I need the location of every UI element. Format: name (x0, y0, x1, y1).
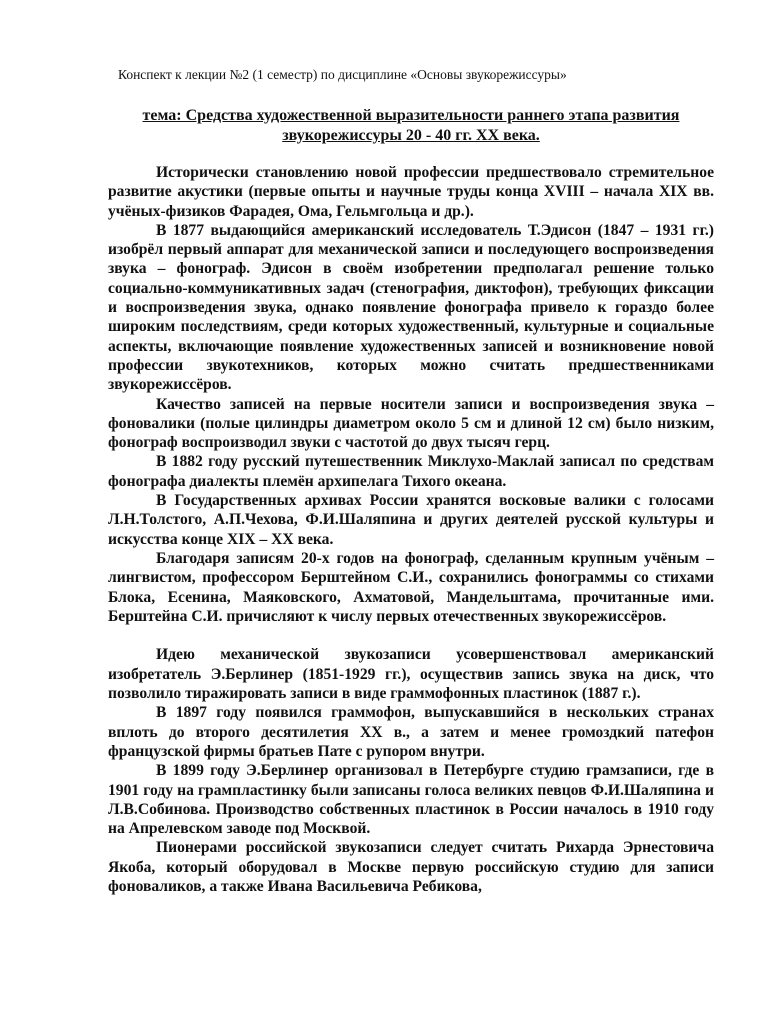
paragraph: Пионерами российской звукозаписи следует считать Рихарда Эрнестовича Якоба, который оборудовал в Москве первую российскую студию для записи фоновaликов, а также Ивана Васильевича Ребикова, (108, 839, 714, 895)
topic-title-line-1: тема: Средства художественной выразительности раннего этапа развития (142, 107, 680, 124)
paragraph-spacer (108, 626, 714, 645)
paragraph: Идею механической звукозаписи усовершенствовал американский изобретатель Э.Берлинер (1851-1929 гг.), осуществив запись звука на диск, что позволило тиражировать записи в виде граммофонных пластинок (1887 г.). (108, 646, 714, 703)
lecture-header: Конспект к лекции №2 (1 семестр) по дисциплине «Основы звукорежиссуры» (118, 67, 567, 82)
paragraph: В 1882 году русский путешественник Миклухо-Маклай записал по средствам фонографа диалекты племён архипелага Тихого океана. (108, 453, 714, 490)
paragraph: Исторически становлению новой профессии предшествовало стремительное развитие акустики (первые опыты и научные труды конца XVIII – начала XIX вв. учёных-физиков Фарадея, Ома, Гельмгольца и др.). (108, 164, 714, 220)
paragraph: Качество записей на первые носители записи и воспроизведения звука – фоновалики (полые цилиндры диаметром около 5 см и длиной 12 см) было низким, фонограф воспроизводил звуки с частотой до двух тысяч герц. (108, 395, 714, 452)
topic-title-line-2: звукорежиссуры 20 - 40 гг. XX века. (282, 127, 540, 144)
topic-title (108, 106, 714, 146)
paragraph: Благодаря записям 20-х годов на фонограф, сделанным крупным учёным – лингвистом, профессором Берштейном С.И., сохранились фонограммы со стихами Блока, Есенина, Маяковского, Ахматовой, Мандельштама, прочитанные ими. Берштейна С.И. причисляют к числу первых отечественных звукорежиссёров. (108, 549, 714, 625)
paragraph: В 1899 году Э.Берлинер организовал в Петербурге студию грамзаписи, где в 1901 году на грампластинку были записаны голоса великих певцов Ф.И.Шаляпина и Л.В.Собинова. Производство собственных пластинок в России началось в 1910 году на Апрелевском заводе под Москвой. (108, 762, 714, 838)
paragraph: В 1897 году появился граммофон, выпускавшийся в нескольких странах вплоть до второго десятилетия XX в., а затем и менее громоздкий патефон французской фирмы братьев Пате с рупором внутри. (108, 704, 714, 760)
document-body (108, 163, 714, 896)
paragraph: В 1877 выдающийся американский исследователь Т.Эдисон (1847 – 1931 гг.) изобрёл первый аппарат для механической записи и последующего воспроизведения звука – фонограф. Эдисон в своём изобретении предполагал решение только социально-коммуникативных задач (стенография, диктофон), требующих фиксации и воспроизведения звука, однако появление фонографа привело к гораздо более широким последствиям, среди которых художественный, культурные и социальные аспекты, включающие появление художественных записей и возникновение новой профессии звукотехников, которых можно считать предшественниками звукорежиссёров. (108, 221, 714, 394)
paragraph: В Государственных архивах России хранятся восковые валики с голосами Л.Н.Толстого, А.П.Чехова, Ф.И.Шаляпина и других деятелей русской культуры и искусства конце XIX – XX века. (108, 492, 714, 548)
